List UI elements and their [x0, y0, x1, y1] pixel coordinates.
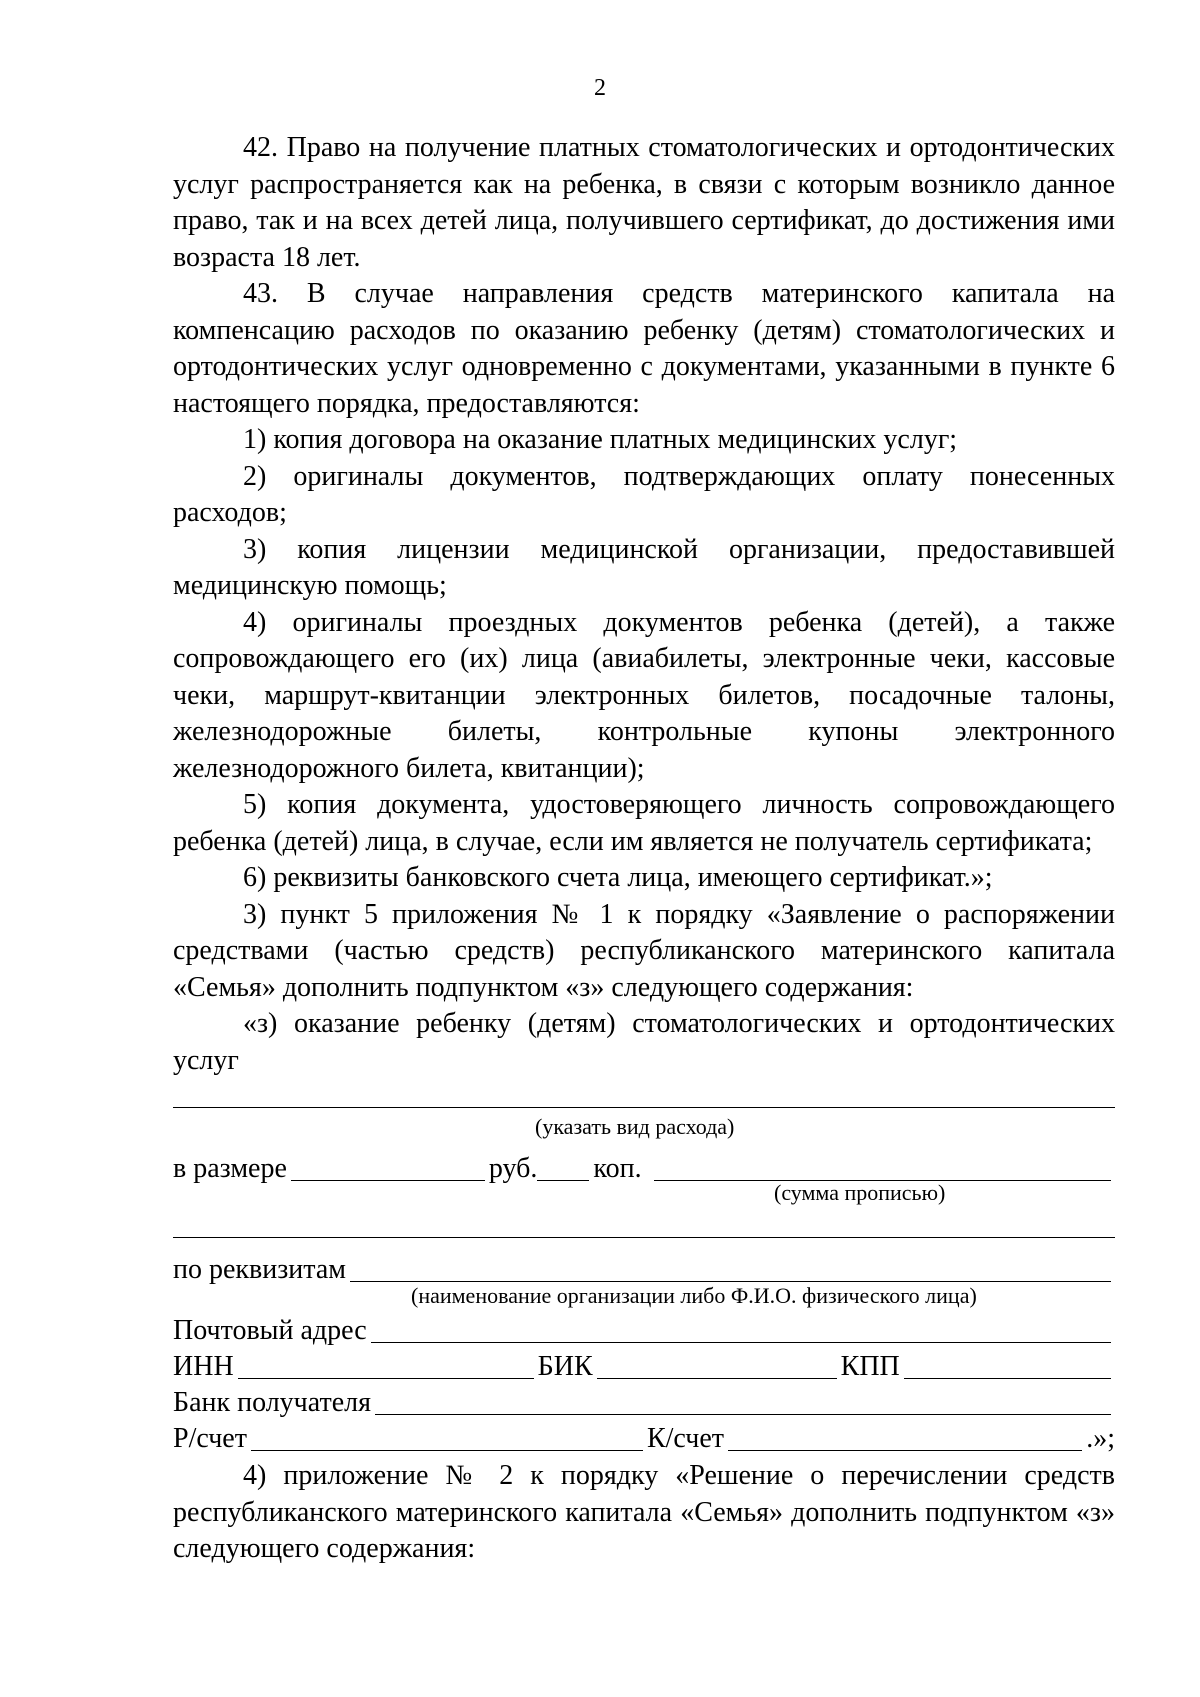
amount-kop-field [537, 1152, 589, 1181]
kpp-label: КПП [840, 1351, 900, 1382]
body-text [173, 130, 1115, 1079]
list-item-5: 5) копия документа, удостоверяющего личность сопровождающего ребенка (детей) лица, в случае, если им является не получатель сертификата; [173, 789, 1115, 857]
requisites-row [173, 1250, 1115, 1286]
bank-field [375, 1386, 1111, 1415]
kop-label: коп. [593, 1153, 642, 1184]
postal-label: Почтовый адрес [173, 1315, 367, 1346]
inn-label: ИНН [173, 1351, 234, 1382]
amendment-3: 3) пункт 5 приложения № 1 к порядку «Заявление о распоряжении средствами (частью средств) республиканского материнского капитала «Семья» дополнить подпунктом «з» следующего содержания: [173, 898, 1115, 1003]
account-field [251, 1422, 643, 1451]
requisites-hint: (наименование организации либо Ф.И.О. физического лица) [411, 1283, 977, 1308]
paragraph-42: 42. Право на получение платных стоматологических и ортодонтических услуг распространяется как на ребенка, в связи с которым возникло данное право, так и на всех детей лица, получившего сертификат, до достижения ими возраста 18 лет. [173, 132, 1115, 273]
amount-words-line-2 [173, 1237, 1115, 1238]
amount-label: в размере [173, 1153, 287, 1184]
corr-account-field [728, 1422, 1082, 1451]
accounts-row [173, 1419, 1115, 1455]
bik-label: БИК [537, 1351, 593, 1382]
bank-label: Банк получателя [173, 1387, 371, 1418]
amendment-4: 4) приложение № 2 к порядку «Решение о перечислении средств республиканского материнского капитала «Семья» дополнить подпунктом «з» следующего содержания: [173, 1460, 1115, 1564]
page-number: 2 [594, 75, 606, 101]
amount-rub-field [291, 1152, 485, 1181]
list-item-1: 1) копия договора на оказание платных медицинских услуг; [243, 424, 958, 455]
kpp-field [904, 1350, 1111, 1379]
corr-account-label: К/счет [646, 1423, 725, 1454]
requisites-field [350, 1253, 1111, 1282]
closing-mark: .»; [1086, 1423, 1115, 1454]
postal-field [371, 1314, 1111, 1343]
final-text [173, 1458, 1115, 1568]
list-item-6: 6) реквизиты банковского счета лица, имеющего сертификат.»; [243, 862, 993, 893]
bank-codes-row [173, 1347, 1115, 1383]
list-item-3: 3) копия лицензии медицинской организации, предоставившей медицинскую помощь; [173, 533, 1115, 601]
expense-type-hint: (указать вид расхода) [535, 1114, 735, 1139]
rub-label: руб. [488, 1153, 538, 1184]
list-item-2: 2) оригиналы документов, подтверждающих оплату понесенных расходов; [173, 460, 1115, 528]
amount-words-hint: (сумма прописью) [774, 1180, 946, 1205]
subitem-z: «з) оказание ребенку (детям) стоматологических и ортодонтических услуг [173, 1008, 1115, 1076]
inn-field [238, 1350, 534, 1379]
list-item-4: 4) оригиналы проездных документов ребенка (детей), а также сопровождающего его (их) лица (авиабилеты, электронные чеки, кассовые чеки, маршрут-квитанции электронных билетов, посадочные талоны, железнодорожные билеты, контрольные купоны электронного железнодорожного билета, квитанции); [173, 606, 1115, 784]
postal-row [173, 1311, 1115, 1347]
bank-row [173, 1383, 1115, 1419]
amount-row [173, 1149, 1115, 1185]
bik-field [597, 1350, 837, 1379]
amount-words-field [654, 1152, 1111, 1181]
requisites-label: по реквизитам [173, 1254, 346, 1285]
expense-type-line [173, 1107, 1115, 1108]
paragraph-43: 43. В случае направления средств материнского капитала на компенсацию расходов по оказанию ребенку (детям) стоматологических и ортодонтических услуг одновременно с документами, указанными в пункте 6 настоящего порядка, предоставляются: [173, 278, 1115, 419]
account-label: Р/счет [173, 1423, 247, 1454]
